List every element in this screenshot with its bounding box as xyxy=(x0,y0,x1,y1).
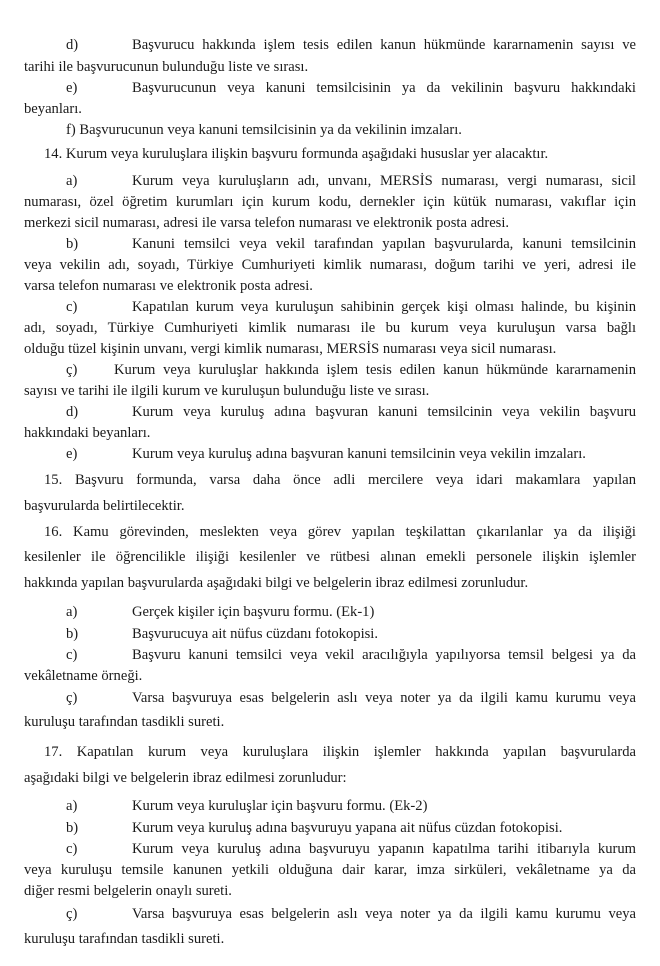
text-line: ç) Varsa başvuruya esas belgelerin aslı veya noter ya da ilgili kamu kurumu veya xyxy=(66,690,636,706)
item-marker: c) xyxy=(66,841,78,857)
text-line: a) Kurum veya kuruluşların adı, unvanı, MERSİS numarası, vergi numarası, sicil xyxy=(66,173,636,189)
item-marker: ç) xyxy=(66,690,78,706)
text-line: b) Başvurucuya ait nüfus cüzdanı fotokopisi. xyxy=(66,626,379,642)
text-line: a) Gerçek kişiler için başvuru formu. (Ek-1) xyxy=(66,604,375,620)
item-marker: e) xyxy=(66,446,78,462)
text-line: tarihi ile başvurucunun bulunduğu liste ve sırası. xyxy=(24,59,309,75)
section-heading: 14. Kurum veya kuruluşlara ilişkin başvuru formunda aşağıdaki hususlar yer alacaktır. xyxy=(44,146,549,162)
text-line: adı, soyadı, Türkiye Cumhuriyeti kimlik numarası ile bu kurum veya kuruluşun varsa bağlı xyxy=(24,320,636,336)
text-line: başvurularda belirtilecektir. xyxy=(24,498,185,514)
text-line: b) Kurum veya kuruluş adına başvuruyu yapana ait nüfus cüzdan fotokopisi. xyxy=(66,820,563,836)
text-line: kuruluşu tarafından tasdikli sureti. xyxy=(24,714,225,730)
text-line: aşağıdaki bilgi ve belgelerin ibraz edilmesi zorunludur: xyxy=(24,770,347,786)
item-marker: b) xyxy=(66,820,79,836)
text-line: ç) Varsa başvuruya esas belgelerin aslı veya noter ya da ilgili kamu kurumu veya xyxy=(66,906,636,922)
section-heading: 16. Kamu görevinden, meslekten veya görev yapılan teşkilattan çıkarılanlar ya da ilişiği xyxy=(44,524,636,540)
text-line: beyanları. xyxy=(24,101,82,117)
text-line: c) Kurum veya kuruluş adına başvuruyu yapanın kapatılma tarihi itibarıyla kurum xyxy=(66,841,636,857)
text-line: kesilenler ile öğrencilikle ilişiği kesilenler ve rütbesi alınan emekli personele ilişkin işlemler xyxy=(24,549,636,565)
section-heading: 15. Başvuru formunda, varsa daha önce adli mercilere veya idari makamlara yapılan xyxy=(44,472,636,488)
text-line: c) Başvuru kanuni temsilci veya vekil aracılığıyla yapılıyorsa temsil belgesi ya da xyxy=(66,647,636,663)
text-line: veya vekilin adı, soyadı, Türkiye Cumhuriyeti kimlik numarası, doğum tarihi ve yeri, adresi ile xyxy=(24,257,636,273)
item-marker: d) xyxy=(66,37,79,53)
text-line: a) Kurum veya kuruluşlar için başvuru formu. (Ek-2) xyxy=(66,798,428,814)
text-line: veya kuruluşu temsile kanunen yetkili olduğuna dair karar, imza sirküleri, vekâletname ya da xyxy=(24,862,636,878)
text-line: vekâletname örneği. xyxy=(24,668,143,684)
item-marker: ç) xyxy=(66,906,78,922)
text-line: olduğu tüzel kişinin unvanı, vergi kimlik numarası, MERSİS numarası veya sicil numarası. xyxy=(24,341,557,357)
item-marker: c) xyxy=(66,299,78,315)
text-line: diğer resmi belgelerin onaylı sureti. xyxy=(24,883,232,899)
text-line: sayısı ve tarihi ile ilgili kurum ve kuruluşun bulunduğu liste ve sırası. xyxy=(24,383,430,399)
item-marker: b) xyxy=(66,626,79,642)
item-marker: a) xyxy=(66,173,78,189)
text-line: d) Kurum veya kuruluş adına başvuran kanuni temsilcinin veya vekilin başvuru xyxy=(66,404,636,420)
text-line: kuruluşu tarafından tasdikli sureti. xyxy=(24,931,225,947)
text-line: c) Kapatılan kurum veya kuruluşun sahibinin gerçek kişi olması halinde, bu kişinin xyxy=(66,299,636,315)
item-marker: a) xyxy=(66,604,78,620)
text-line: varsa telefon numarası ve elektronik posta adresi. xyxy=(24,278,313,294)
text-line: f) Başvurucunun veya kanuni temsilcisinin ya da vekilinin imzaları. xyxy=(66,122,462,138)
item-marker: d) xyxy=(66,404,79,420)
item-marker: c) xyxy=(66,647,78,663)
text-line: merkezi sicil numarası, adresi ile varsa telefon numarası ve elektronik posta adresi. xyxy=(24,215,510,231)
item-marker: e) xyxy=(66,80,78,96)
text-line: e) Başvurucunun veya kanuni temsilcisinin ya da vekilinin başvuru hakkındaki xyxy=(66,80,636,96)
text-line: b) Kanuni temsilci veya vekil tarafından yapılan başvurularda, kanuni temsilcinin xyxy=(66,236,636,252)
text-line: e) Kurum veya kuruluş adına başvuran kanuni temsilcinin veya vekilin imzaları. xyxy=(66,446,586,462)
item-marker: a) xyxy=(66,798,78,814)
text-line: hakkındaki beyanları. xyxy=(24,425,151,441)
text-line: numarası, özel öğretim kurumları için kurum kodu, dernekler için kütük numarası, vakıflar için xyxy=(24,194,636,210)
text-line: hakkında yapılan başvurularda aşağıdaki bilgi ve belgelerin ibraz edilmesi zorunludur. xyxy=(24,575,529,591)
text-line: ç) Kurum veya kuruluşlar hakkında işlem tesis edilen kanun hükmünde kararnamenin xyxy=(66,362,636,378)
section-heading: 17. Kapatılan kurum veya kuruluşlara ilişkin işlemler hakkında yapılan başvurularda xyxy=(44,744,636,760)
item-marker: ç) xyxy=(66,362,78,378)
item-marker: b) xyxy=(66,236,79,252)
text-line: d) Başvurucu hakkında işlem tesis edilen kanun hükmünde kararnamenin sayısı ve xyxy=(66,37,636,53)
